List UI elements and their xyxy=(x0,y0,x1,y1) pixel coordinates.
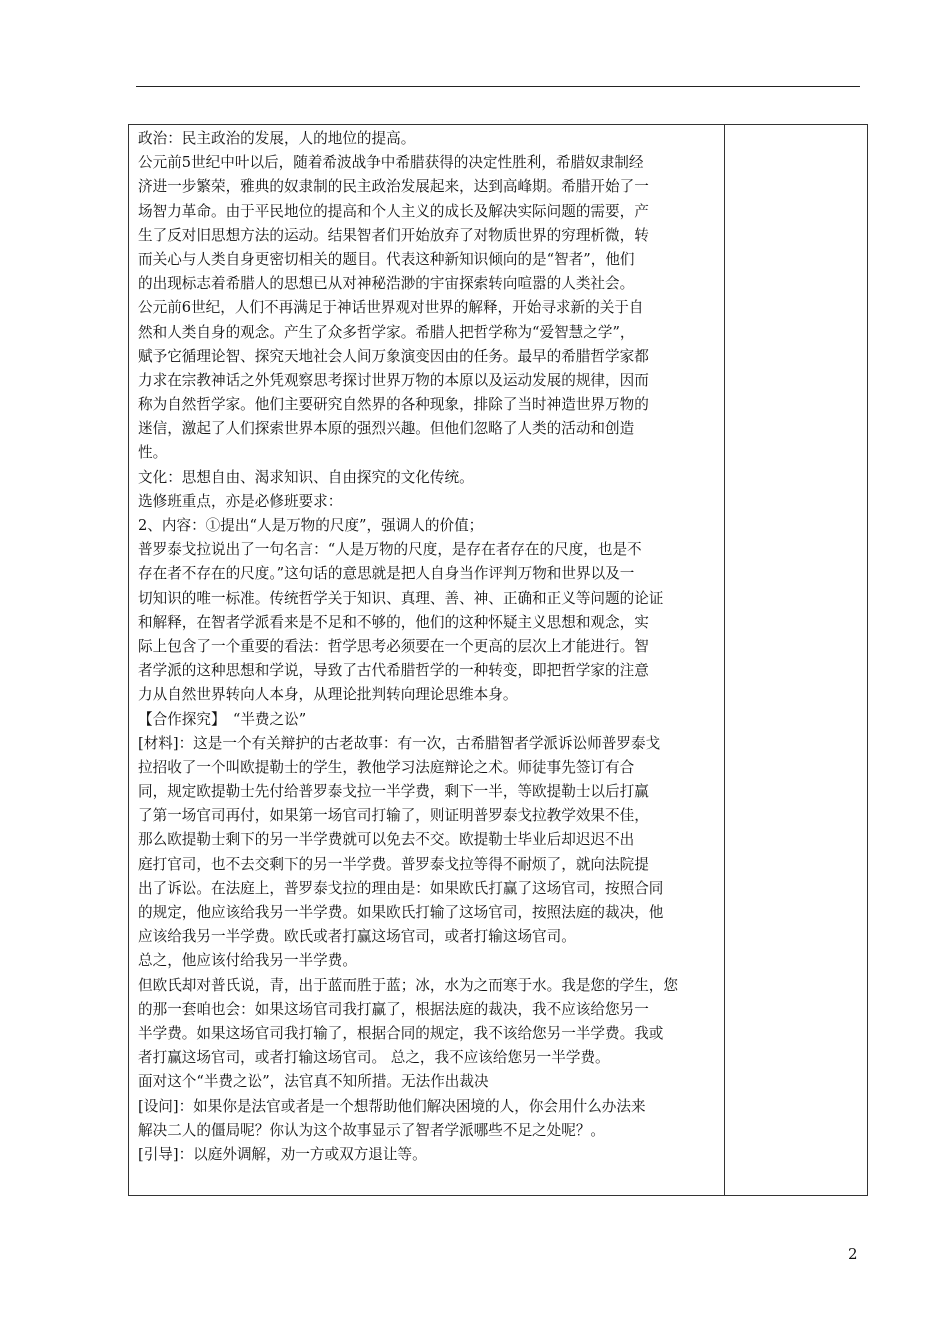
text-line: 同，规定欧提勒士先付给普罗泰戈拉一半学费，剩下一半，等欧提勒士以后打赢 xyxy=(138,783,649,801)
text-line: 政治：民主政治的发展，人的地位的提高。 xyxy=(138,130,416,147)
text-line: 存在者不存在的尺度。”这句话的意思就是把人自身当作评判万物和世界以及一 xyxy=(138,565,635,583)
text-line: 切知识的唯一标准。传统哲学关于知识、真理、善、神、正确和正义等问题的论证 xyxy=(138,589,664,607)
text-line: 出了诉讼。在法庭上，普罗泰戈拉的理由是：如果欧氏打赢了这场官司，按照合同 xyxy=(138,879,664,897)
text-line: 2、内容：①提出“人是万物的尺度”，强调人的价值； xyxy=(138,517,484,534)
text-line: 力从自然世界转向人本身，从理论批判转向理论思维本身。 xyxy=(138,686,518,704)
notes-column-cell xyxy=(725,125,867,1195)
text-line: 解决二人的僵局呢？你认为这个故事显示了智者学派哪些不足之处呢？。 xyxy=(138,1121,606,1139)
text-line: 拉招收了一个叫欧提勒士的学生，教他学习法庭辩论之术。师徒事先签订有合 xyxy=(138,758,635,776)
text-line: 迷信，激起了人们探索世界本原的强烈兴趣。但他们忽略了人类的活动和创造 xyxy=(138,420,635,438)
text-line: 选修班重点，亦是必修班要求： xyxy=(138,492,343,510)
text-line: 生了反对旧思想方法的运动。结果智者们开始放弃了对物质世界的穷理析微，转 xyxy=(138,226,649,244)
text-line: 了第一场官司再付，如果第一场官司打输了，则证明普罗泰戈拉教学效果不佳， xyxy=(138,807,649,825)
text-line: 的规定，他应该给我另一半学费。如果欧氏打输了这场官司，按照法庭的裁决，他 xyxy=(138,904,664,921)
text-line: 的那一套咱也会：如果这场官司我打赢了，根据法庭的裁决，我不应该给您另一 xyxy=(138,1000,649,1018)
text-line: 者打赢这场官司，或者打输这场官司。 总之，我不应该给您另一半学费。 xyxy=(138,1049,610,1067)
text-line: 庭打官司，也不去交剩下的另一半学费。普罗泰戈拉等得不耐烦了，就向法院提 xyxy=(138,855,649,873)
text-line: 然和人类自身的观念。产生了众多哲学家。希腊人把哲学称为“爱智慧之学”， xyxy=(138,323,635,341)
text-line: 赋予它循理论智、探究天地社会人间万象演变因由的任务。最早的希腊哲学家都 xyxy=(138,347,649,365)
text-line: 的出现标志着希腊人的思想已从对神秘浩渺的宇宙探索转向喧嚣的人类社会。 xyxy=(138,275,635,293)
text-line: 和解释，在智者学派看来是不足和不够的，他们的这种怀疑主义思想和观念，实 xyxy=(138,613,649,631)
text-line: 半学费。如果这场官司我打输了，根据合同的规定，我不该给您另一半学费。我或 xyxy=(138,1024,664,1042)
text-line: 场智力革命。由于平民地位的提高和个人主义的成长及解决实际问题的需要，产 xyxy=(138,202,649,220)
header-rule xyxy=(136,86,860,87)
text-line: [设问]：如果你是法官或者是一个想帮助他们解决困境的人，你会用什么办法来 xyxy=(138,1097,646,1115)
text-line: [材料]：这是一个有关辩护的古老故事：有一次，古希腊智者学派诉讼师普罗泰戈 xyxy=(138,734,661,752)
text-line: 【合作探究】 “半费之讼” xyxy=(138,710,307,728)
main-text-cell xyxy=(129,125,725,1195)
text-line: 总之，他应该付给我另一半学费。 xyxy=(138,952,357,970)
text-line: 普罗泰戈拉说出了一句名言：“人是万物的尺度，是存在者存在的尺度，也是不 xyxy=(138,541,642,559)
text-line: 济进一步繁荣，雅典的奴隶制的民主政治发展起来，达到高峰期。希腊开始了一 xyxy=(138,178,649,196)
text-line: 面对这个“半费之讼”，法官真不知所措。无法作出裁决 xyxy=(138,1073,489,1091)
text-line: 那么欧提勒士剩下的另一半学费就可以免去不交。欧提勒士毕业后却迟迟不出 xyxy=(138,831,635,849)
text-line: 但欧氏却对普氏说，青，出于蓝而胜于蓝；冰，水为之而寒于水。我是您的学生，您 xyxy=(138,976,678,994)
text-line: 公元前5世纪中叶以后，随着希波战争中希腊获得的决定性胜利，希腊奴隶制经 xyxy=(138,154,644,172)
page-number: 2 xyxy=(848,1245,858,1263)
text-line: 力求在宗教神话之外凭观察思考探讨世界万物的本原以及运动发展的规律，因而 xyxy=(138,371,649,389)
text-line: 际上包含了一个重要的看法：哲学思考必须要在一个更高的层次上才能进行。智 xyxy=(138,637,649,655)
content-table xyxy=(128,124,868,1196)
text-line: 而关心与人类自身更密切相关的题目。代表这种新知识倾向的是“智者”，他们 xyxy=(138,250,635,268)
text-line: 者学派的这种思想和学说，导致了古代希腊哲学的一种转变，即把哲学家的注意 xyxy=(138,662,649,680)
text-line: 性。 xyxy=(138,444,168,462)
text-line: 文化：思想自由、渴求知识、自由探究的文化传统。 xyxy=(138,468,474,486)
text-line: 公元前6世纪，人们不再满足于神话世界观对世界的解释，开始寻求新的关于自 xyxy=(138,299,644,317)
text-line: [引导]：以庭外调解，劝一方或双方退让等。 xyxy=(138,1145,427,1163)
text-line: 称为自然哲学家。他们主要研究自然界的各种现象，排除了当时神造世界万物的 xyxy=(138,396,649,414)
text-line: 应该给我另一半学费。欧氏或者打赢这场官司，或者打输这场官司。 xyxy=(138,928,576,946)
